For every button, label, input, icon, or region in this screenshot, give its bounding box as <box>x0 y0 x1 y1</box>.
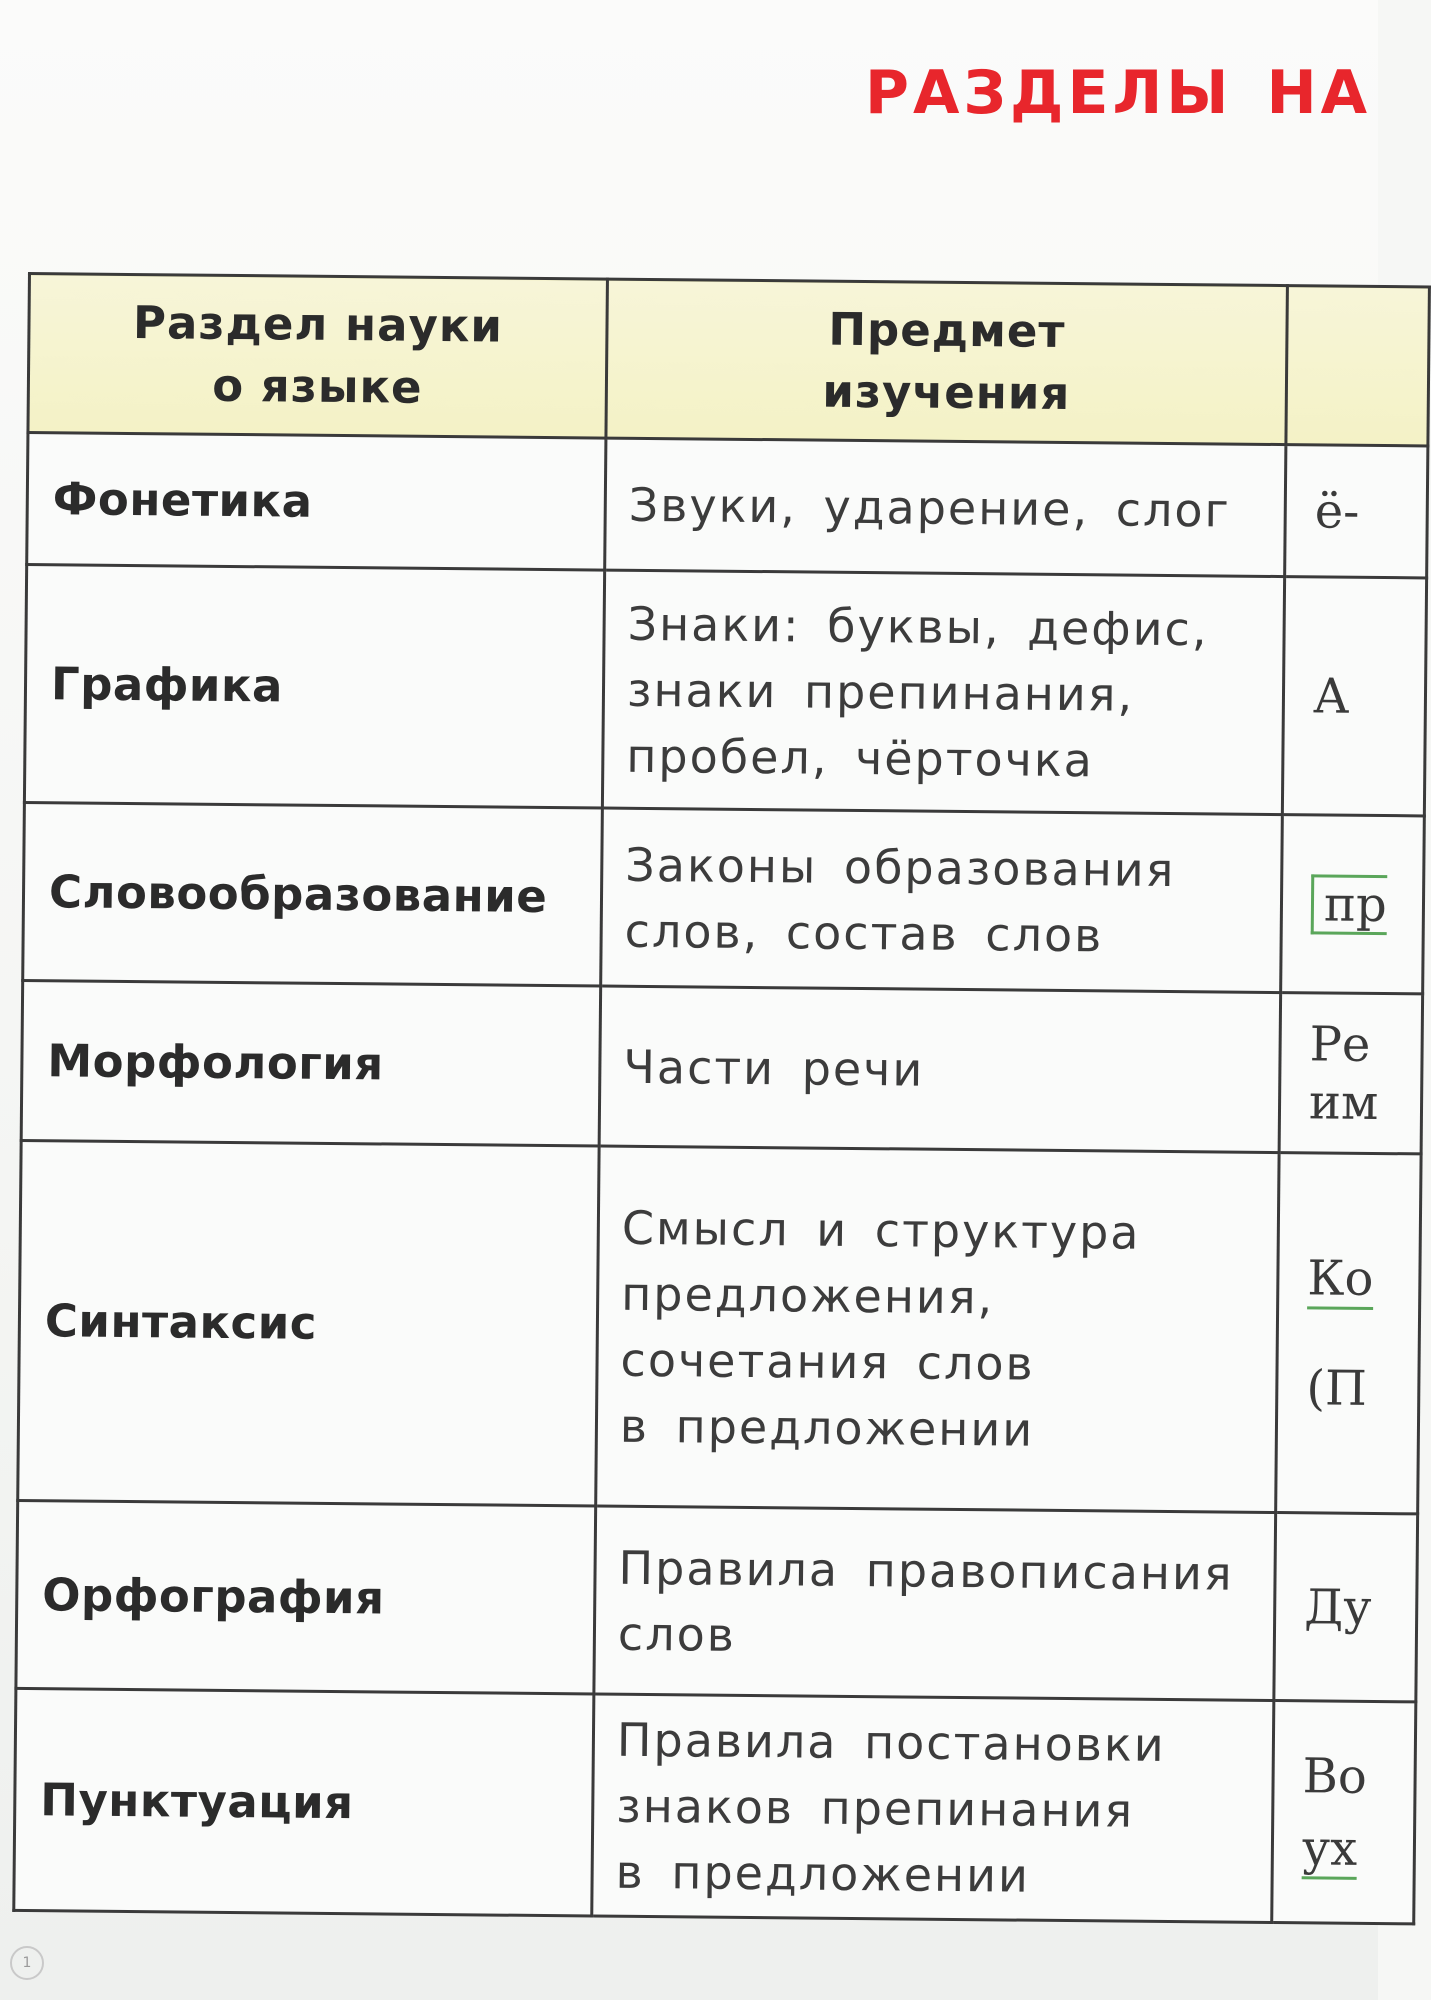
example-underlined: ух <box>1302 1820 1358 1880</box>
subject-cell <box>601 808 1283 993</box>
example-line: Ре <box>1309 1015 1371 1073</box>
example-line: А <box>1312 667 1350 725</box>
page-title <box>865 58 1371 128</box>
subject-line: знаки препинания, <box>626 662 1135 722</box>
example-cell <box>1281 815 1425 994</box>
table-row <box>16 1500 1418 1701</box>
subject-line: в предложении <box>615 1844 1031 1903</box>
table-row <box>14 1688 1416 1923</box>
example-underlined: Ко <box>1307 1250 1374 1310</box>
example-cell <box>1274 1513 1418 1702</box>
header-examples <box>1286 286 1430 446</box>
subject-line: Законы образования <box>625 837 1176 897</box>
subject-line: Звуки, ударение, слог <box>628 477 1232 538</box>
header-section-line: Раздел науки <box>132 296 504 353</box>
subject-line: Правила правописания <box>618 1540 1234 1601</box>
subject-line: предложения, <box>620 1266 995 1324</box>
section-cell: Морфология <box>21 980 601 1146</box>
subject-cell <box>592 1694 1274 1923</box>
title-word-2: НА <box>1266 58 1372 128</box>
table-row <box>18 1140 1421 1513</box>
example-cell <box>1276 1153 1421 1514</box>
header-section <box>28 274 607 439</box>
subject-cell <box>594 1506 1276 1701</box>
section-cell: Пунктуация <box>14 1688 594 1916</box>
section-cell: Графика <box>24 565 604 809</box>
subject-cell <box>599 986 1281 1153</box>
table-row <box>23 802 1425 993</box>
subject-line: Смысл и структура <box>621 1200 1141 1260</box>
section-cell: Фонетика <box>27 433 606 571</box>
language-sections-table <box>12 272 1431 1925</box>
example-cell <box>1272 1701 1416 1924</box>
page-number-mark: 1 <box>10 1946 44 1980</box>
subject-line: в предложении <box>619 1398 1035 1457</box>
title-word-1: РАЗДЕЛЫ <box>865 58 1233 128</box>
example-line: Во <box>1302 1747 1368 1805</box>
header-subject <box>606 279 1287 445</box>
subject-line: знаков препинания <box>616 1778 1135 1838</box>
example-line: (П <box>1306 1359 1368 1417</box>
header-subject-line: Предмет <box>828 302 1066 358</box>
subject-line: Правила постановки <box>616 1712 1166 1772</box>
header-section-line: о языке <box>211 358 423 414</box>
example-line: Ду <box>1303 1578 1372 1636</box>
section-cell: Синтаксис <box>18 1140 599 1506</box>
section-cell: Словообразование <box>23 802 603 986</box>
subject-cell <box>602 570 1284 815</box>
subject-line: слов <box>617 1606 737 1662</box>
example-line: им <box>1308 1073 1379 1131</box>
subject-line: Знаки: буквы, дефис, <box>627 596 1209 656</box>
table-row <box>27 433 1428 578</box>
section-cell: Орфография <box>16 1500 596 1694</box>
subject-cell <box>605 438 1286 577</box>
table-row <box>24 565 1426 816</box>
subject-line: сочетания слов <box>620 1332 1035 1391</box>
language-sections-table-wrap <box>12 272 1406 1965</box>
table-header-row <box>28 274 1429 446</box>
table-row <box>21 980 1422 1153</box>
subject-line: Части речи <box>623 1039 925 1097</box>
example-cell <box>1285 445 1428 578</box>
example-cell <box>1279 993 1423 1154</box>
header-subject-line: изучения <box>822 364 1071 421</box>
subject-line: слов, состав слов <box>624 903 1104 962</box>
subject-line: пробел, чёрточка <box>626 728 1095 787</box>
example-cell <box>1282 577 1426 816</box>
example-morpheme-mark: пр <box>1311 874 1387 935</box>
subject-cell <box>596 1146 1279 1513</box>
example-line: ё- <box>1314 482 1360 540</box>
